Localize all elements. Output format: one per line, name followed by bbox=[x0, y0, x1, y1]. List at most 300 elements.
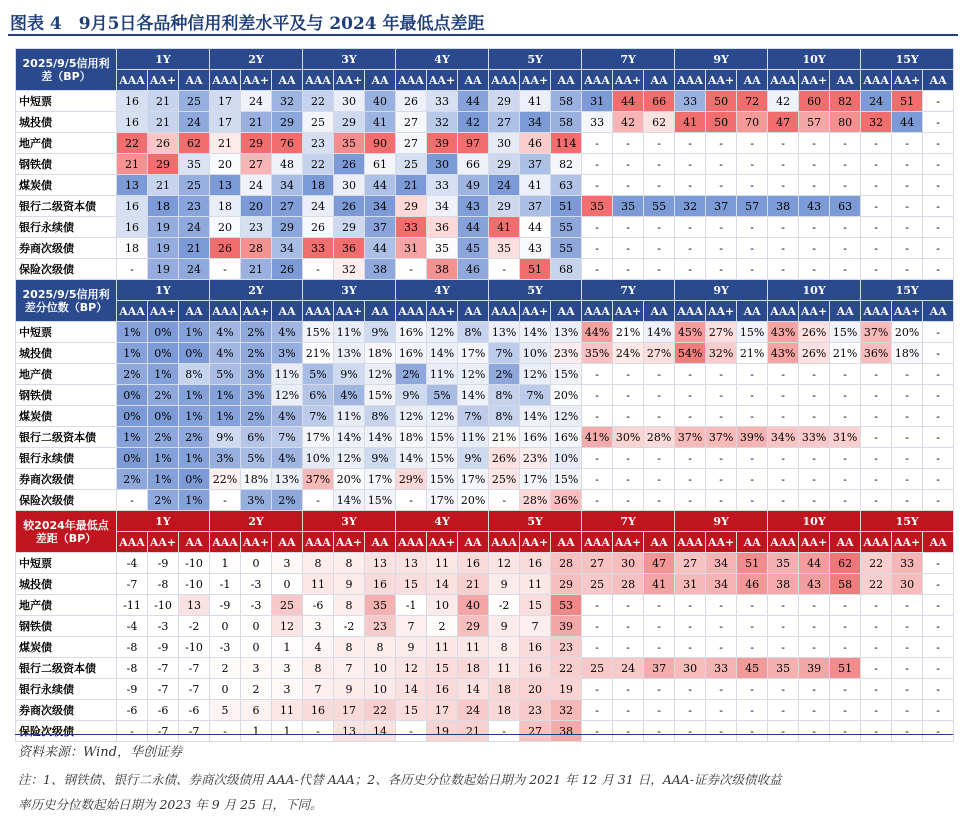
table-cell: 26 bbox=[334, 154, 365, 175]
table-cell: 26 bbox=[272, 259, 303, 280]
rating-header: AAA bbox=[117, 70, 148, 91]
table-cell: - bbox=[644, 595, 675, 616]
table-cell: - bbox=[737, 217, 768, 238]
table-cell: 13% bbox=[551, 322, 582, 343]
table-cell: 11 bbox=[458, 637, 489, 658]
table-cell: - bbox=[644, 616, 675, 637]
table-cell: 1% bbox=[117, 343, 148, 364]
rating-header: AAA bbox=[861, 301, 892, 322]
row-label: 券商次级债 bbox=[16, 700, 117, 721]
rating-header: AA+ bbox=[148, 70, 179, 91]
table-cell: 2% bbox=[148, 427, 179, 448]
table-cell: 20% bbox=[334, 469, 365, 490]
table-cell: 47 bbox=[644, 553, 675, 574]
table-cell: 44 bbox=[613, 91, 644, 112]
table-cell: 30% bbox=[613, 427, 644, 448]
table-cell: 14 bbox=[458, 679, 489, 700]
table-cell: 27 bbox=[675, 553, 706, 574]
table-cell: 43 bbox=[520, 238, 551, 259]
table-cell: - bbox=[861, 217, 892, 238]
table-cell: - bbox=[706, 595, 737, 616]
table-cell: - bbox=[861, 175, 892, 196]
source-text: 资料来源：Wind，华创证券 bbox=[18, 745, 182, 760]
table-row bbox=[16, 196, 954, 217]
table-cell: 29 bbox=[272, 217, 303, 238]
table-cell: - bbox=[582, 469, 613, 490]
table-cell: - bbox=[613, 721, 644, 742]
table-cell: 20% bbox=[551, 385, 582, 406]
table-cell: 16 bbox=[520, 658, 551, 679]
rating-header: AA bbox=[551, 301, 582, 322]
credit-spread-table bbox=[15, 48, 954, 742]
table-cell: 20% bbox=[458, 490, 489, 511]
table-cell: -3 bbox=[210, 637, 241, 658]
table-cell: - bbox=[582, 679, 613, 700]
table-cell: 32 bbox=[861, 112, 892, 133]
table-cell: 18% bbox=[396, 427, 427, 448]
table-cell: 7% bbox=[303, 406, 334, 427]
table-cell: 13% bbox=[334, 343, 365, 364]
table-cell: - bbox=[675, 154, 706, 175]
table-cell: 32 bbox=[551, 700, 582, 721]
table-cell: 19 bbox=[148, 238, 179, 259]
table-cell: - bbox=[582, 133, 613, 154]
rating-header: AAA bbox=[303, 70, 334, 91]
table-cell: 0% bbox=[117, 448, 148, 469]
table-cell: -3 bbox=[148, 616, 179, 637]
rating-header: AA bbox=[272, 532, 303, 553]
table-row bbox=[16, 133, 954, 154]
table-cell: 13 bbox=[117, 175, 148, 196]
table-cell: 34 bbox=[706, 574, 737, 595]
table-cell: 19 bbox=[148, 259, 179, 280]
table-cell: 26% bbox=[799, 322, 830, 343]
table-cell: - bbox=[830, 364, 861, 385]
table-cell: 9 bbox=[334, 679, 365, 700]
row-label: 银行永续债 bbox=[16, 217, 117, 238]
rating-header: AA+ bbox=[706, 301, 737, 322]
table-cell: 9 bbox=[489, 616, 520, 637]
table-cell: 38 bbox=[551, 721, 582, 742]
table-cell: -9 bbox=[117, 679, 148, 700]
table-cell: 17% bbox=[458, 469, 489, 490]
table-cell: 23 bbox=[303, 133, 334, 154]
table-cell: 30 bbox=[427, 154, 458, 175]
table-cell: 46 bbox=[520, 133, 551, 154]
table-cell: 0% bbox=[179, 343, 210, 364]
table-cell: - bbox=[644, 679, 675, 700]
table-cell: 10 bbox=[365, 658, 396, 679]
table-cell: 16 bbox=[520, 637, 551, 658]
table-cell: 25 bbox=[179, 91, 210, 112]
table-cell: 29 bbox=[396, 196, 427, 217]
table-cell: - bbox=[675, 679, 706, 700]
table-cell: - bbox=[582, 406, 613, 427]
table-cell: 38 bbox=[768, 196, 799, 217]
table-cell: - bbox=[644, 133, 675, 154]
row-label: 银行永续债 bbox=[16, 448, 117, 469]
table-cell: - bbox=[830, 616, 861, 637]
table-cell: - bbox=[706, 133, 737, 154]
table-cell: 2% bbox=[117, 469, 148, 490]
table-cell: - bbox=[644, 469, 675, 490]
table-cell: 20 bbox=[210, 217, 241, 238]
table-row bbox=[16, 343, 954, 364]
table-cell: - bbox=[861, 658, 892, 679]
table-cell: 12 bbox=[396, 658, 427, 679]
row-label: 地产债 bbox=[16, 364, 117, 385]
table-cell: 28% bbox=[644, 427, 675, 448]
table-cell: 41% bbox=[582, 427, 613, 448]
table-cell: 11 bbox=[303, 574, 334, 595]
table-cell: 29 bbox=[489, 196, 520, 217]
table-cell: 32 bbox=[272, 91, 303, 112]
table-cell: 15% bbox=[427, 448, 458, 469]
table-cell: - bbox=[737, 469, 768, 490]
table-row bbox=[16, 385, 954, 406]
table-cell: - bbox=[737, 385, 768, 406]
table-cell: 3 bbox=[272, 553, 303, 574]
table-cell: 21% bbox=[489, 427, 520, 448]
rating-header: AAA bbox=[210, 70, 241, 91]
table-cell: 32% bbox=[706, 343, 737, 364]
table-cell: 55 bbox=[551, 217, 582, 238]
table-cell: - bbox=[861, 721, 892, 742]
table-cell: 27 bbox=[582, 553, 613, 574]
table-cell: 4% bbox=[272, 406, 303, 427]
table-cell: - bbox=[923, 616, 954, 637]
table-cell: 24 bbox=[458, 700, 489, 721]
table-cell: - bbox=[706, 448, 737, 469]
table-cell: 11% bbox=[334, 406, 365, 427]
row-label: 银行永续债 bbox=[16, 679, 117, 700]
table-cell: 12 bbox=[489, 553, 520, 574]
table-cell: 15 bbox=[396, 700, 427, 721]
table-cell: - bbox=[861, 154, 892, 175]
table-cell: 34 bbox=[272, 238, 303, 259]
table-cell: - bbox=[582, 238, 613, 259]
rating-header: AA+ bbox=[241, 301, 272, 322]
table-cell: 80 bbox=[830, 112, 861, 133]
table-cell: 33 bbox=[892, 553, 923, 574]
table-cell: - bbox=[923, 469, 954, 490]
table-cell: 21 bbox=[458, 574, 489, 595]
table-cell: 1% bbox=[210, 406, 241, 427]
table-cell: 20 bbox=[520, 679, 551, 700]
table-cell: - bbox=[892, 238, 923, 259]
table-cell: -6 bbox=[117, 700, 148, 721]
table-cell: 45 bbox=[737, 658, 768, 679]
table-cell: - bbox=[768, 385, 799, 406]
table-cell: - bbox=[613, 700, 644, 721]
table-cell: 70 bbox=[737, 112, 768, 133]
table-cell: - bbox=[644, 238, 675, 259]
table-cell: 17% bbox=[427, 490, 458, 511]
table-cell: 11% bbox=[272, 364, 303, 385]
row-label: 中短票 bbox=[16, 322, 117, 343]
table-row bbox=[16, 574, 954, 595]
table-cell: 1% bbox=[179, 490, 210, 511]
rating-header: AA bbox=[272, 70, 303, 91]
row-label: 煤炭债 bbox=[16, 175, 117, 196]
table-cell: 1 bbox=[272, 721, 303, 742]
table-cell: - bbox=[892, 154, 923, 175]
table-cell: - bbox=[613, 406, 644, 427]
table-cell: -4 bbox=[117, 616, 148, 637]
table-cell: 8 bbox=[334, 595, 365, 616]
table-cell: - bbox=[117, 490, 148, 511]
table-cell: - bbox=[799, 385, 830, 406]
table-cell: - bbox=[923, 154, 954, 175]
table-cell: - bbox=[861, 196, 892, 217]
row-label: 城投债 bbox=[16, 574, 117, 595]
source-divider bbox=[15, 734, 953, 735]
table-cell: -9 bbox=[210, 595, 241, 616]
table-cell: - bbox=[892, 259, 923, 280]
table-cell: 20 bbox=[210, 154, 241, 175]
table-cell: - bbox=[861, 490, 892, 511]
table-cell: - bbox=[396, 259, 427, 280]
table-cell: 33 bbox=[427, 175, 458, 196]
table-cell: 18% bbox=[365, 343, 396, 364]
table-cell: 0% bbox=[148, 322, 179, 343]
table-cell: 14% bbox=[427, 343, 458, 364]
table-cell: 0% bbox=[117, 406, 148, 427]
table-cell: 28 bbox=[613, 574, 644, 595]
term-header: 5Y bbox=[489, 49, 582, 70]
table-cell: - bbox=[303, 259, 334, 280]
table-cell: - bbox=[396, 721, 427, 742]
table-row bbox=[16, 490, 954, 511]
row-label: 钢铁债 bbox=[16, 154, 117, 175]
term-header: 2Y bbox=[210, 280, 303, 301]
table-cell: 23 bbox=[241, 217, 272, 238]
table-cell: 51 bbox=[830, 658, 861, 679]
term-header: 2Y bbox=[210, 49, 303, 70]
table-cell: - bbox=[768, 175, 799, 196]
table-cell: 1% bbox=[179, 406, 210, 427]
table-cell: 12% bbox=[272, 385, 303, 406]
table-cell: 36% bbox=[861, 343, 892, 364]
table-cell: - bbox=[644, 154, 675, 175]
table-cell: 15% bbox=[427, 469, 458, 490]
rating-header: AA+ bbox=[799, 532, 830, 553]
table-cell: 44 bbox=[799, 553, 830, 574]
table-cell: 41 bbox=[520, 175, 551, 196]
rating-header: AA bbox=[923, 70, 954, 91]
table-cell: 40 bbox=[458, 595, 489, 616]
rating-header: AAA bbox=[303, 301, 334, 322]
table-cell: 23 bbox=[520, 700, 551, 721]
rating-header: AA+ bbox=[613, 301, 644, 322]
table-cell: 0 bbox=[272, 574, 303, 595]
table-cell: 68 bbox=[551, 259, 582, 280]
table-cell: 35 bbox=[613, 196, 644, 217]
table-cell: - bbox=[582, 364, 613, 385]
table-cell: - bbox=[706, 637, 737, 658]
table-cell: - bbox=[737, 154, 768, 175]
row-label: 钢铁债 bbox=[16, 616, 117, 637]
table-cell: 30 bbox=[613, 553, 644, 574]
table-cell: - bbox=[768, 217, 799, 238]
table-cell: 61 bbox=[365, 154, 396, 175]
table-cell: 16 bbox=[117, 217, 148, 238]
rating-header: AAA bbox=[396, 301, 427, 322]
rating-header: AA+ bbox=[427, 301, 458, 322]
table-cell: 49 bbox=[458, 175, 489, 196]
rating-header-row bbox=[16, 70, 954, 91]
table-cell: 12% bbox=[334, 448, 365, 469]
table-cell: 7 bbox=[334, 658, 365, 679]
table-cell: - bbox=[768, 469, 799, 490]
table-cell: - bbox=[799, 637, 830, 658]
table-cell: 16% bbox=[551, 427, 582, 448]
table-cell: - bbox=[737, 238, 768, 259]
table-cell: 0 bbox=[241, 616, 272, 637]
table-cell: 9 bbox=[489, 574, 520, 595]
table-cell: 29% bbox=[396, 469, 427, 490]
table-cell: - bbox=[706, 238, 737, 259]
rating-header: AAA bbox=[861, 532, 892, 553]
table-cell: - bbox=[675, 637, 706, 658]
term-header: 10Y bbox=[768, 280, 861, 301]
table-cell: 3% bbox=[272, 343, 303, 364]
table-cell: -10 bbox=[179, 637, 210, 658]
table-cell: 17 bbox=[334, 700, 365, 721]
table-cell: 14% bbox=[458, 385, 489, 406]
rating-header: AA bbox=[644, 301, 675, 322]
table-cell: 21% bbox=[737, 343, 768, 364]
table-cell: 29 bbox=[241, 133, 272, 154]
table-cell: 26% bbox=[799, 343, 830, 364]
table-cell: 2% bbox=[241, 406, 272, 427]
rating-header: AAA bbox=[396, 532, 427, 553]
table-cell: 21% bbox=[613, 322, 644, 343]
rating-header: AA+ bbox=[706, 532, 737, 553]
row-label: 银行二级资本债 bbox=[16, 427, 117, 448]
table-cell: 29 bbox=[334, 217, 365, 238]
rating-header: AA+ bbox=[427, 532, 458, 553]
table-cell: -7 bbox=[148, 721, 179, 742]
table-cell: 9% bbox=[365, 448, 396, 469]
table-cell: - bbox=[675, 595, 706, 616]
table-cell: 18 bbox=[117, 238, 148, 259]
table-cell: 33% bbox=[799, 427, 830, 448]
table-cell: - bbox=[923, 217, 954, 238]
table-cell: - bbox=[923, 574, 954, 595]
table-cell: 44 bbox=[458, 91, 489, 112]
table-row bbox=[16, 427, 954, 448]
table-cell: - bbox=[582, 721, 613, 742]
rating-header: AAA bbox=[117, 301, 148, 322]
table-cell: - bbox=[737, 490, 768, 511]
table-cell: 2% bbox=[179, 427, 210, 448]
row-label: 保险次级债 bbox=[16, 490, 117, 511]
table-cell: 54% bbox=[675, 343, 706, 364]
table-cell: - bbox=[861, 259, 892, 280]
table-cell: - bbox=[799, 595, 830, 616]
term-header: 1Y bbox=[117, 280, 210, 301]
table-cell: 6% bbox=[303, 385, 334, 406]
table-cell: - bbox=[923, 679, 954, 700]
table-cell: - bbox=[892, 217, 923, 238]
table-cell: 29 bbox=[489, 91, 520, 112]
table-cell: - bbox=[613, 133, 644, 154]
table-cell: -2 bbox=[179, 616, 210, 637]
table-cell: 15% bbox=[830, 322, 861, 343]
table-cell: 51 bbox=[551, 196, 582, 217]
table-cell: 63 bbox=[551, 175, 582, 196]
table-cell: 16 bbox=[303, 700, 334, 721]
table-cell: 51 bbox=[737, 553, 768, 574]
table-cell: 21% bbox=[303, 343, 334, 364]
table-row bbox=[16, 700, 954, 721]
table-cell: - bbox=[644, 490, 675, 511]
table-cell: 50 bbox=[706, 91, 737, 112]
table-cell: 2 bbox=[241, 679, 272, 700]
term-header-row bbox=[16, 511, 954, 532]
table-cell: - bbox=[675, 406, 706, 427]
table-cell: - bbox=[768, 133, 799, 154]
table-cell: 36 bbox=[427, 217, 458, 238]
table-cell: 8% bbox=[489, 385, 520, 406]
table-cell: - bbox=[799, 721, 830, 742]
table-cell: 1% bbox=[117, 427, 148, 448]
table-cell: 33 bbox=[427, 91, 458, 112]
table-cell: 9% bbox=[334, 364, 365, 385]
table-cell: 2% bbox=[272, 490, 303, 511]
table-row bbox=[16, 595, 954, 616]
table-cell: - bbox=[117, 721, 148, 742]
table-cell: - bbox=[861, 616, 892, 637]
table-cell: 62 bbox=[830, 553, 861, 574]
table-cell: - bbox=[675, 217, 706, 238]
table-cell: 14% bbox=[365, 427, 396, 448]
table-cell: - bbox=[768, 721, 799, 742]
table-cell: 37% bbox=[675, 427, 706, 448]
table-cell: - bbox=[830, 700, 861, 721]
table-cell: 26 bbox=[303, 217, 334, 238]
table-cell: 11 bbox=[427, 637, 458, 658]
table-cell: 22 bbox=[861, 553, 892, 574]
rating-header: AA+ bbox=[706, 70, 737, 91]
rating-header: AAA bbox=[489, 532, 520, 553]
table-cell: 27 bbox=[489, 112, 520, 133]
rating-header: AA bbox=[179, 532, 210, 553]
table-cell: - bbox=[613, 448, 644, 469]
table-cell: - bbox=[675, 490, 706, 511]
table-cell: 26% bbox=[489, 448, 520, 469]
rating-header: AA bbox=[365, 532, 396, 553]
table-cell: - bbox=[799, 175, 830, 196]
rating-header: AA bbox=[179, 301, 210, 322]
table-cell: - bbox=[737, 175, 768, 196]
table-cell: - bbox=[582, 616, 613, 637]
table-cell: 12% bbox=[365, 364, 396, 385]
table-cell: 46 bbox=[458, 259, 489, 280]
table-cell: 1% bbox=[148, 469, 179, 490]
table-row bbox=[16, 616, 954, 637]
table-cell: - bbox=[582, 175, 613, 196]
table-cell: 33 bbox=[675, 91, 706, 112]
table-cell: 41 bbox=[644, 574, 675, 595]
table-cell: - bbox=[706, 175, 737, 196]
table-cell: - bbox=[861, 133, 892, 154]
table-cell: - bbox=[892, 133, 923, 154]
table-cell: 11% bbox=[427, 364, 458, 385]
table-cell: 21 bbox=[148, 175, 179, 196]
table-cell: 1% bbox=[210, 385, 241, 406]
